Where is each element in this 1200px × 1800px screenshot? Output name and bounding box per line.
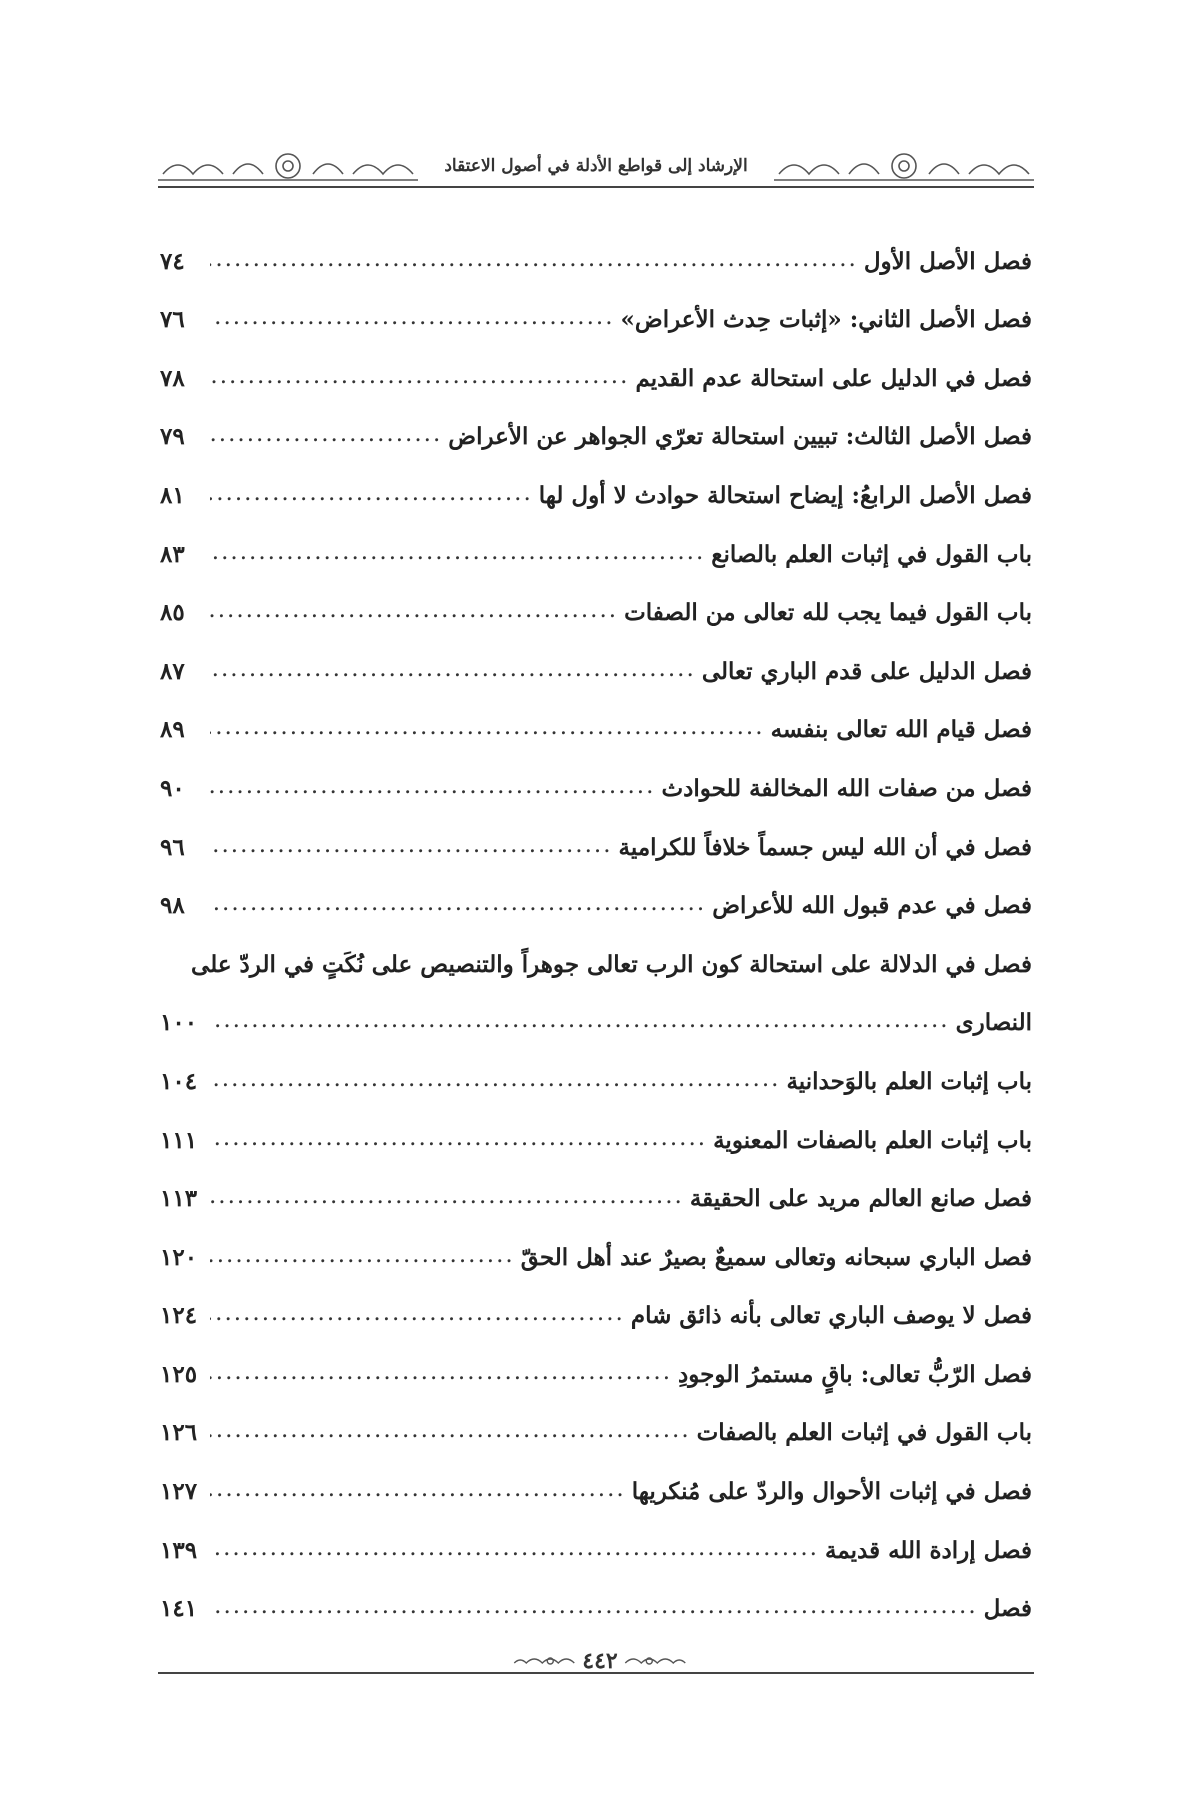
dot-leader xyxy=(210,1537,819,1564)
toc-entry-page: ٩٨ xyxy=(160,892,185,920)
dot-leader xyxy=(210,892,706,919)
toc-entry[interactable] xyxy=(160,1036,1032,1095)
toc-entry[interactable] xyxy=(160,392,1032,451)
toc-entry-title: فصل في أن الله ليس جسماً خلافاً للكرامية xyxy=(618,833,1032,861)
toc-entry-title: فصل الأصل الرابعُ: إيضاح استحالة حوادث لا أول لها xyxy=(538,481,1032,509)
dot-leader xyxy=(210,1127,707,1154)
toc-entry-title: فصل في عدم قبول الله للأعراض xyxy=(712,892,1032,920)
dot-leader xyxy=(210,541,705,568)
toc-entry[interactable] xyxy=(160,275,1032,334)
toc-entry-page: ٨٥ xyxy=(160,599,185,627)
toc-entry-page: ١٠٠ xyxy=(160,1009,198,1037)
footer-divider xyxy=(158,1672,1034,1674)
toc-entry-page: ١١٣ xyxy=(160,1185,198,1213)
dot-leader xyxy=(210,834,613,861)
running-header xyxy=(158,150,1034,190)
toc-entry-page: ١٤١ xyxy=(160,1595,198,1623)
toc-entry-title: فصل الأصل الثالث: تبيين استحالة تعرّي الجواهر عن الأعراض xyxy=(448,423,1032,451)
dot-leader xyxy=(210,658,696,685)
toc-entry-title: باب القول فيما يجب لله تعالى من الصفات xyxy=(624,599,1032,627)
toc-entry-title: فصل في الدلالة على استحالة كون الرب تعالى جوهراً والتنصيص على نُكَتٍ في الردّ على xyxy=(191,950,1032,978)
toc-entry-page: ١٢٤ xyxy=(160,1302,198,1330)
toc-entry-title: فصل الدليل على قدم الباري تعالى xyxy=(701,657,1032,685)
dot-leader xyxy=(210,1009,950,1036)
toc-entry[interactable] xyxy=(160,1329,1032,1388)
dot-leader xyxy=(210,482,533,509)
toc-entry-page: ٩٠ xyxy=(160,774,185,802)
toc-entry[interactable] xyxy=(160,333,1032,392)
dot-leader xyxy=(210,1361,672,1388)
footer-ornament-right xyxy=(624,1653,688,1669)
toc-entry-page: ٨٩ xyxy=(160,716,185,744)
dot-leader xyxy=(210,306,615,333)
table-of-contents xyxy=(160,216,1032,1622)
toc-entry[interactable] xyxy=(160,1505,1032,1564)
toc-entry[interactable] xyxy=(160,802,1032,861)
toc-entry-title: باب إثبات العلم بالوَحدانية xyxy=(786,1067,1032,1095)
toc-entry-page: ٧٩ xyxy=(160,423,185,451)
toc-entry[interactable] xyxy=(160,568,1032,627)
dot-leader xyxy=(210,716,765,743)
dot-leader xyxy=(210,1068,780,1095)
toc-entry-title: فصل من صفات الله المخالفة للحوادث xyxy=(661,774,1032,802)
toc-entry-page: ٩٦ xyxy=(160,833,185,861)
toc-entry-page: ٨٣ xyxy=(160,540,185,568)
toc-entry-page: ١١١ xyxy=(160,1126,198,1154)
header-ornament-left xyxy=(158,150,418,184)
toc-entry-title: فصل xyxy=(983,1595,1032,1623)
dot-leader xyxy=(210,599,618,626)
toc-entry[interactable] xyxy=(160,1212,1032,1271)
footer-ornament-left xyxy=(512,1653,576,1669)
toc-entry-page: ١٢٦ xyxy=(160,1419,198,1447)
header-divider xyxy=(158,186,1034,188)
toc-entry-title: باب القول في إثبات العلم بالصفات xyxy=(696,1419,1032,1447)
toc-entry-page: ١٣٩ xyxy=(160,1536,198,1564)
dot-leader xyxy=(210,1244,515,1271)
toc-entry[interactable] xyxy=(160,626,1032,685)
toc-entry-title-continued: النصارى xyxy=(955,1009,1032,1037)
toc-entry[interactable] xyxy=(160,1271,1032,1330)
running-title: الإرشاد إلى قواطع الأدلة في أصول الاعتقاد xyxy=(444,156,748,176)
toc-entry[interactable] xyxy=(160,216,1032,275)
page-number: ٤٤٢ xyxy=(582,1648,618,1674)
toc-entry[interactable] xyxy=(160,1388,1032,1447)
dot-leader xyxy=(210,423,442,450)
toc-entry-title: فصل الأصل الأول xyxy=(863,247,1032,275)
toc-entry[interactable] xyxy=(160,861,1032,920)
toc-entry[interactable] xyxy=(160,1154,1032,1213)
toc-entry-page: ٧٦ xyxy=(160,306,185,334)
toc-entry[interactable] xyxy=(160,509,1032,568)
toc-entry-title: باب القول في إثبات العلم بالصانع xyxy=(711,540,1032,568)
toc-entry-page: ٧٨ xyxy=(160,364,185,392)
toc-entry[interactable] xyxy=(160,685,1032,744)
toc-entry-title: فصل في الدليل على استحالة عدم القديم xyxy=(635,364,1032,392)
dot-leader xyxy=(210,1478,626,1505)
toc-entry-title: باب إثبات العلم بالصفات المعنوية xyxy=(713,1126,1032,1154)
toc-entry-page: ٧٤ xyxy=(160,247,185,275)
toc-entry-page: ٨١ xyxy=(160,481,185,509)
dot-leader xyxy=(210,1185,684,1212)
dot-leader xyxy=(210,775,655,802)
dot-leader xyxy=(210,1595,978,1622)
dot-leader xyxy=(210,1302,625,1329)
toc-entry[interactable] xyxy=(160,1095,1032,1154)
dot-leader xyxy=(210,365,629,392)
toc-entry[interactable] xyxy=(160,743,1032,802)
toc-entry-title: فصل الأصل الثاني: «إثبات حِدث الأعراض» xyxy=(620,306,1032,334)
toc-entry-title: فصل إرادة الله قديمة xyxy=(825,1536,1032,1564)
header-ornament-right xyxy=(774,150,1034,184)
toc-entry-page: ٨٧ xyxy=(160,657,185,685)
toc-entry-title: فصل لا يوصف الباري تعالى بأنه ذائق شام xyxy=(630,1302,1032,1330)
toc-entry-title: فصل في إثبات الأحوال والردّ على مُنكريها xyxy=(631,1478,1032,1506)
toc-entry-title: فصل الرّبُّ تعالى: باقٍ مستمرُ الوجودِ xyxy=(678,1360,1032,1388)
page-footer xyxy=(512,1648,687,1674)
toc-entry[interactable] xyxy=(160,919,1032,1036)
toc-entry[interactable] xyxy=(160,1564,1032,1623)
toc-entry[interactable] xyxy=(160,1446,1032,1505)
toc-entry-page: ١٢٧ xyxy=(160,1478,198,1506)
dot-leader xyxy=(210,248,858,275)
toc-entry[interactable] xyxy=(160,450,1032,509)
dot-leader xyxy=(210,1419,691,1446)
toc-entry-title: فصل الباري سبحانه وتعالى سميعٌ بصيرٌ عند أهل الحقّ xyxy=(520,1243,1032,1271)
toc-entry-page: ١٢٥ xyxy=(160,1360,198,1388)
toc-entry-page: ١٢٠ xyxy=(160,1243,198,1271)
toc-entry-title: فصل صانع العالم مريد على الحقيقة xyxy=(689,1185,1032,1213)
toc-entry-title: فصل قيام الله تعالى بنفسه xyxy=(770,716,1032,744)
toc-entry-page: ١٠٤ xyxy=(160,1067,198,1095)
